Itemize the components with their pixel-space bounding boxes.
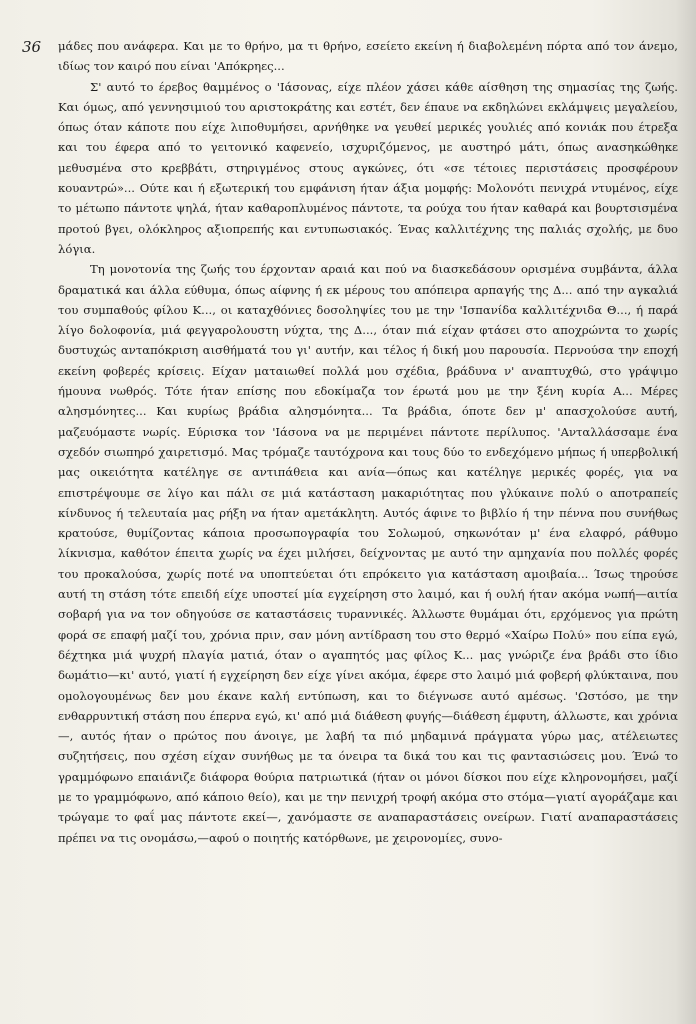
paragraph: Σ' αυτό το έρεβος θαμμένος ο 'Ιάσονας, είχε πλέον χάσει κάθε αίσθηση της σημασίας της ζωής. Και όμως, από γεννησιμιού του αριστοκράτης και εστέτ, δεν έπαυε να εκδηλώνει εκλάμψεις μεγαλείου, όπως όταν κάποτε που είχε λιποθυμήσει, αρνήθηκε να γευθεί μερικές γουλιές από κονιάκ που έτρεξα και του έφερα από το γειτονικό καφενείο, ισχυριζόμενος, με αυστηρό μάτι, όπως ανασηκώθηκε μεθυσμένα στο κρεββάτι, στηριγμένος στους αγκώνες, ότι «σε τέτοιες περιστάσεις προσφέρουν κουαντρώ»... Ούτε και ή εξωτερική του εμφάνιση ήταν άξια μομφής: Μολονότι πενιχρά ντυμένος, είχε το μέτωπο πάντοτε ψηλά, ήταν καθαροπλυμένος πάντοτε, τα ρούχα του ήταν καθαρά και βουρτσισμένα προτού βγει, ολόκληρος αξιοπρεπής και εντυπωσιακός. Ένας καλλιτέχνης της παλιάς σχολής, με δυο λόγια.	[58, 79, 678, 256]
page-number: 36	[22, 38, 42, 56]
body-text	[58, 36, 678, 848]
paragraph: Τη μονοτονία της ζωής του έρχονταν αραιά και πού να διασκεδάσουν ορισμένα συμβάντα, άλλα δραματικά και άλλα εύθυμα, όπως αίφνης ή εκ μέρους του απόπειρα αρπαγής της Δ... από την αγκαλιά του συμπαθούς φίλου Κ..., οι καταχθόνιες δοσοληψίες του με την 'Ισπανίδα καλλιτέχνιδα Θ..., ή παρά λίγο δολοφονία, μιά φεγγαρολουστη νύχτα, της Δ..., όταν πιά είχαν φτάσει στο αποχρώντα το χωρίς δυστυχώς ανταπόκριση αισθήματά του γι' αυτήν, και τέλος ή δική μου παρουσία. Περνούσα την εποχή εκείνη φοβερές κρίσεις. Είχαν ματαιωθεί πολλά μου σχέδια, βράδυνα ν' αναπτυχθώ, στο γράψιμο ήμουνα νωθρός. Τότε ήταν επίσης που εδοκίμαζα τον έρωτά μου με την ξένη κυρία Α... Μέρες αλησμόνητες... Και κυρίως βράδια αλησμόνητα... Τα βράδια, όποτε δεν μ' απασχολούσε αυτή, μαζευόμαστε νωρίς. Εύρισκα τον 'Ιάσονα να με περιμένει πάντοτε περίλυπος. 'Ανταλλάσσαμε ένα σχεδόν σιωπηρό χαιρετισμό. Μας τρόμαζε ταυτόχρονα και τους δύο το ενδεχόμενο μήπως ή υπερβολική μας οικειότητα κατέληγε σε αντιπάθεια και ανία—όπως και κατέληγε μερικές φορές, για να επιστρέψουμε σε λίγο και πάλι σε μιά κατάσταση μακαριότητας που γλύκαινε πολύ ο αποτραπείς κίνδυνος ή τελευταία μας ρήξη να ήταν αμετάκλητη. Αυτός άφινε το βιβλίο ή την πέννα που συνήθως κρατούσε, θυμίζοντας κάποια προσωπογραφία του Σολωμού, σηκωνόταν μ' ένα ελαφρό, ράθυμο λίκνισμα, καθότον έπειτα χωρίς να έχει μιλήσει, δείχνοντας με αυτό την αμηχανία που πολλές φορές του προκαλούσα, χωρίς ποτέ να υποπτεύεται ότι επρόκειτο για κατάσταση αμοιβαία... Ίσως τηρούσε αυτή τη στάση τότε επειδή είχε υποστεί μία εγχείρηση στο λαιμό, και ή ουλή ήταν ακόμα νωπή—αιτία σοβαρή για να τον οδηγούσε σε καταστάσεις τυραννικές. Άλλωστε θυμάμαι ότι, ερχόμενος για πρώτη φορά σε επαφή μαζί του, χρόνια πριν, σαν μόνη αντίδραση του στο θερμό «Χαίρω Πολύ» που είπα εγώ, δέχτηκα μιά ψυχρή πλαγία ματιά, όταν ο αγαπητός μας φίλος Κ... μας γνώριζε ένα βράδι στο ίδιο δωμάτιο—κι' αυτό, γιατί ή εγχείρηση δεν είχε γίνει ακόμα, έφερε στο λαιμό μιά φοβερή φλύκταινα, που ομολογουμένως δεν μου έκανε καλή εντύπωση, και το διέγνωσε αυτό αμέσως. 'Ωστόσο, με την ενθαρρυντική στάση που έπερνα εγώ, κι' από μιά διάθεση φυγής—διάθεση έμφυτη, άλλωστε, και χρόνια—, αυτός ήταν ο πρώτος που άνοιγε, με λαβή τα πιό μηδαμινά πράγματα γύρω μας, ατέλειωτες συζητήσεις, που σχέση είχαν συνήθως με τα όνειρα τα δικά του και τις φαντασιώσεις μου. Ένώ το γραμμόφωνο επαιάνιζε διάφορα θούρια πατριωτικά (ήταν οι μόνοι δίσκοι που είχε κληρονομήσει, μαζί με το γραμμόφωνο, από κάποιο θείο), και με την πενιχρή τροφή ακόμα στο στόμα—γιατί αγοράζαμε και τρώγαμε το φαΐ μας πάντοτε εκεί—, χανόμαστε σε αναπαραστάσεις ονείρων. Γιατί αναπαραστάσεις πρέπει να τις ονομάσω,—αφού ο ποιητής κατόρθωνε, με χειρονομίες, συνο-	[58, 262, 678, 845]
paragraph: μάδες που ανάφερα. Και με το θρήνο, μα τι θρήνο, εσείετο εκείνη ή διαβολεμένη πόρτα από τον άνεμο, ιδίως τον καιρό που είναι 'Απόκρηες...	[58, 39, 678, 74]
